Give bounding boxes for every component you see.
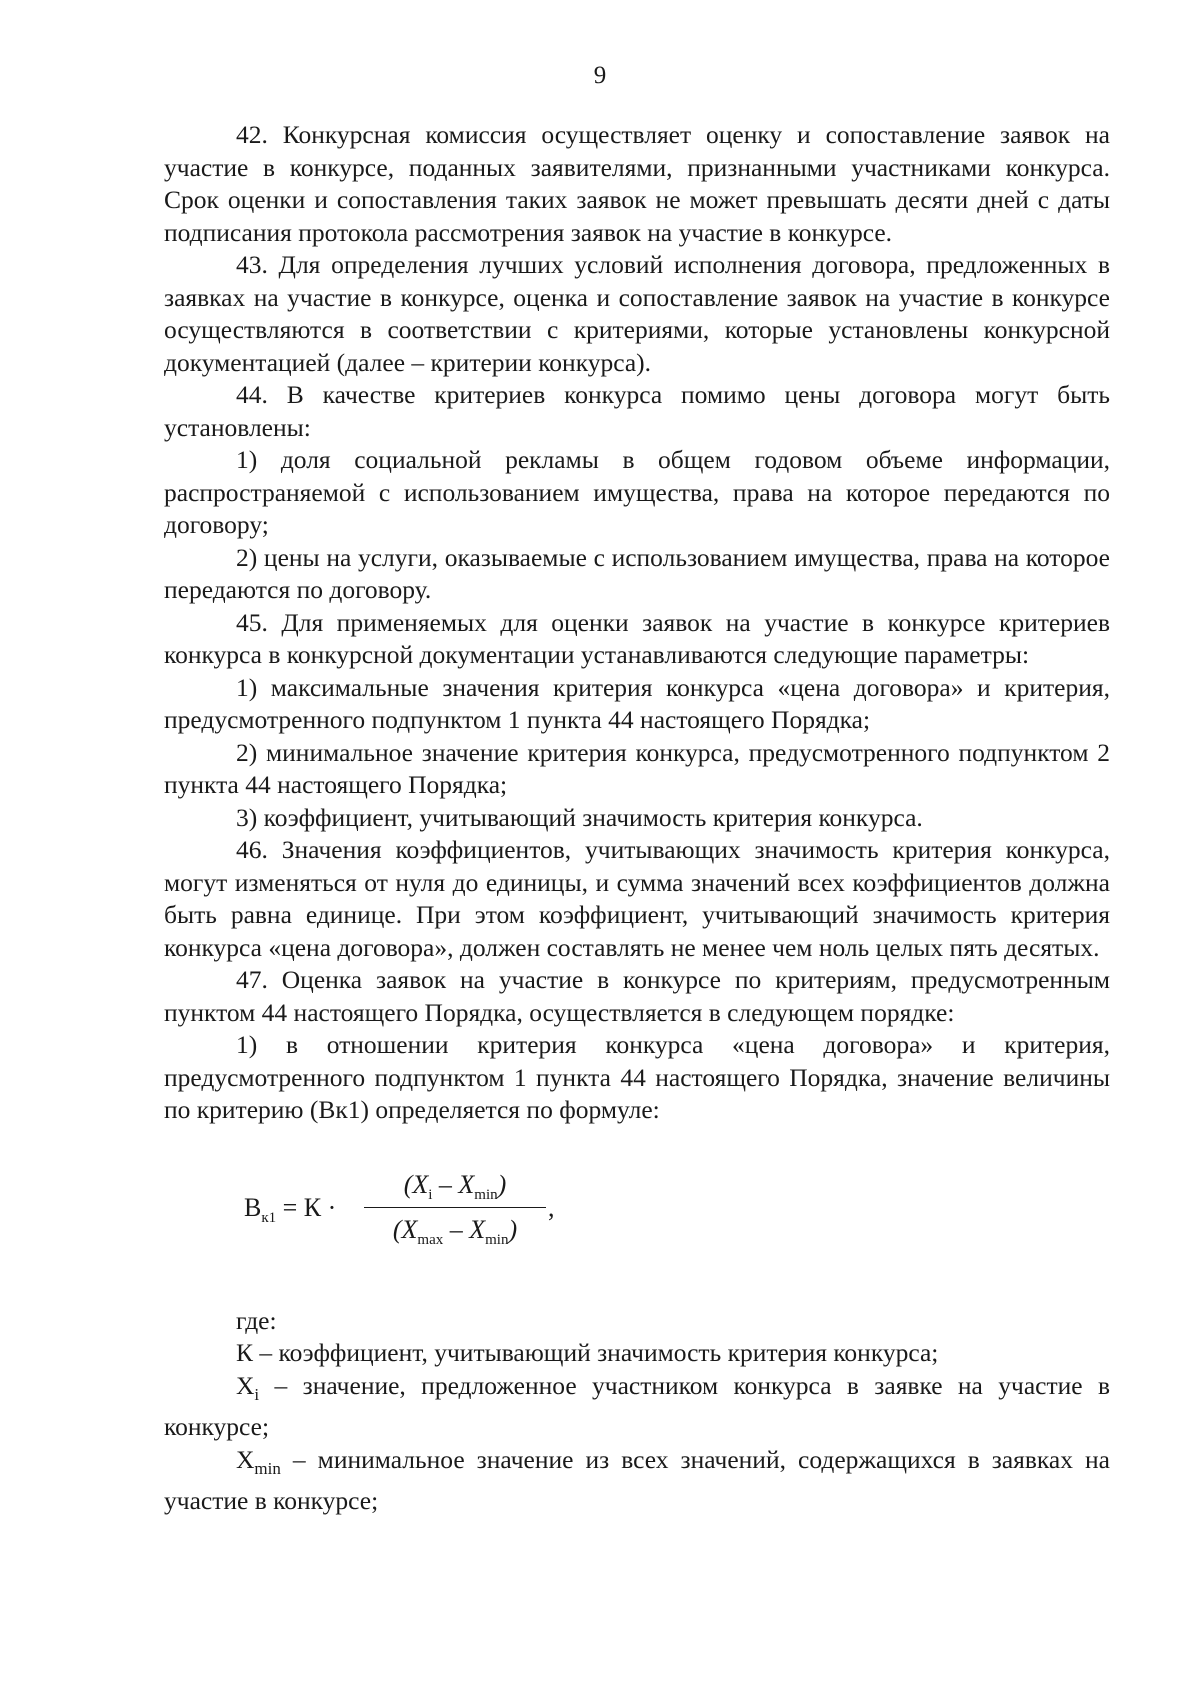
paragraph-42: 42. Конкурсная комиссия осуществляет оценку и сопоставление заявок на участие в конкурсе, поданных заявителями, признанными участниками конкурса. Срок оценки и сопоставления таких заявок не может превышать десяти дней с даты подписания протокола рассмотрения заявок на участие в конкурсе. <box>164 120 1110 247</box>
formula-numerator: $(X_i - X_{min})$ <box>403 1169 507 1203</box>
legend-xmin: $X_{min}$ – минимальное значение из всех значений, содержащихся в заявках на участие в конкурсе; <box>164 1444 1110 1516</box>
paragraph-46: 46. Значения коэффициентов, учитывающих значимость критерия конкурса, могут изменяться от нуля до единицы, и сумма значений всех коэффициентов должна быть равна единице. При этом коэффициент, учитывающий значимость критерия конкурса «цена договора», должен составлять не менее чем ноль целых пять десятых. <box>164 835 1110 962</box>
paragraph-47-item-1: 1) в отношении критерия конкурса «цена договора» и критерия, предусмотренного подпунктом 1 пункта 44 настоящего Порядка, значение величины по критерию (Вк1) определяется по формуле: <box>164 1030 1110 1124</box>
paragraph-45: 45. Для применяемых для оценки заявок на участие в конкурсе критериев конкурса в конкурсной документации устанавливаются следующие параметры: <box>164 607 1110 669</box>
paragraph-44-item-2: 2) цены на услуги, оказываемые с использованием имущества, права на которое передаются по договору. <box>164 542 1110 604</box>
paragraph-43: 43. Для определения лучших условий исполнения договора, предложенных в заявках на участие в конкурсе, оценка и сопоставление заявок на участие в конкурсе осуществляются в соответствии с критериями, которые установлены конкурсной документацией (далее – критерии конкурса). <box>164 250 1110 377</box>
formula-comma: , <box>548 1192 555 1222</box>
paragraph-44-item-1: 1) доля социальной рекламы в общем годовом объеме информации, распространяемой с использованием имущества, права на которое передаются по договору; <box>164 445 1110 539</box>
legend-xi: $X_i$ – значение, предложенное участником конкурса в заявке на участие в конкурсе; <box>164 1370 1110 1442</box>
paragraph-44: 44. В качестве критериев конкурса помимо цены договора могут быть установлены: <box>164 380 1110 442</box>
legend-where: где: <box>236 1305 277 1335</box>
formula-denominator: $(X_{max} - X_{min})$ <box>392 1214 518 1248</box>
legend-k: К – коэффициент, учитывающий значимость критерия конкурса; <box>236 1338 939 1367</box>
document-body <box>164 119 1110 1518</box>
formula-fraction <box>364 1165 546 1250</box>
paragraph-47: 47. Оценка заявок на участие в конкурсе по критериям, предусмотренным пунктом 44 настоящего Порядка, осуществляется в следующем порядке: <box>164 965 1110 1027</box>
paragraph-45-item-1: 1) максимальные значения критерия конкурса «цена договора» и критерия, предусмотренного подпунктом 1 пункта 44 настоящего Порядка; <box>164 672 1110 734</box>
paragraph-45-item-2: 2) минимальное значение критерия конкурса, предусмотренного подпунктом 2 пункта 44 настоящего Порядка; <box>164 737 1110 799</box>
fraction-bar <box>364 1207 546 1208</box>
formula <box>244 1165 1110 1265</box>
paragraph-45-item-3: 3) коэффициент, учитывающий значимость критерия конкурса. <box>236 802 923 832</box>
page-number: 9 <box>593 62 607 89</box>
formula-lhs: $В_{к1} = К$ · <box>244 1192 337 1226</box>
